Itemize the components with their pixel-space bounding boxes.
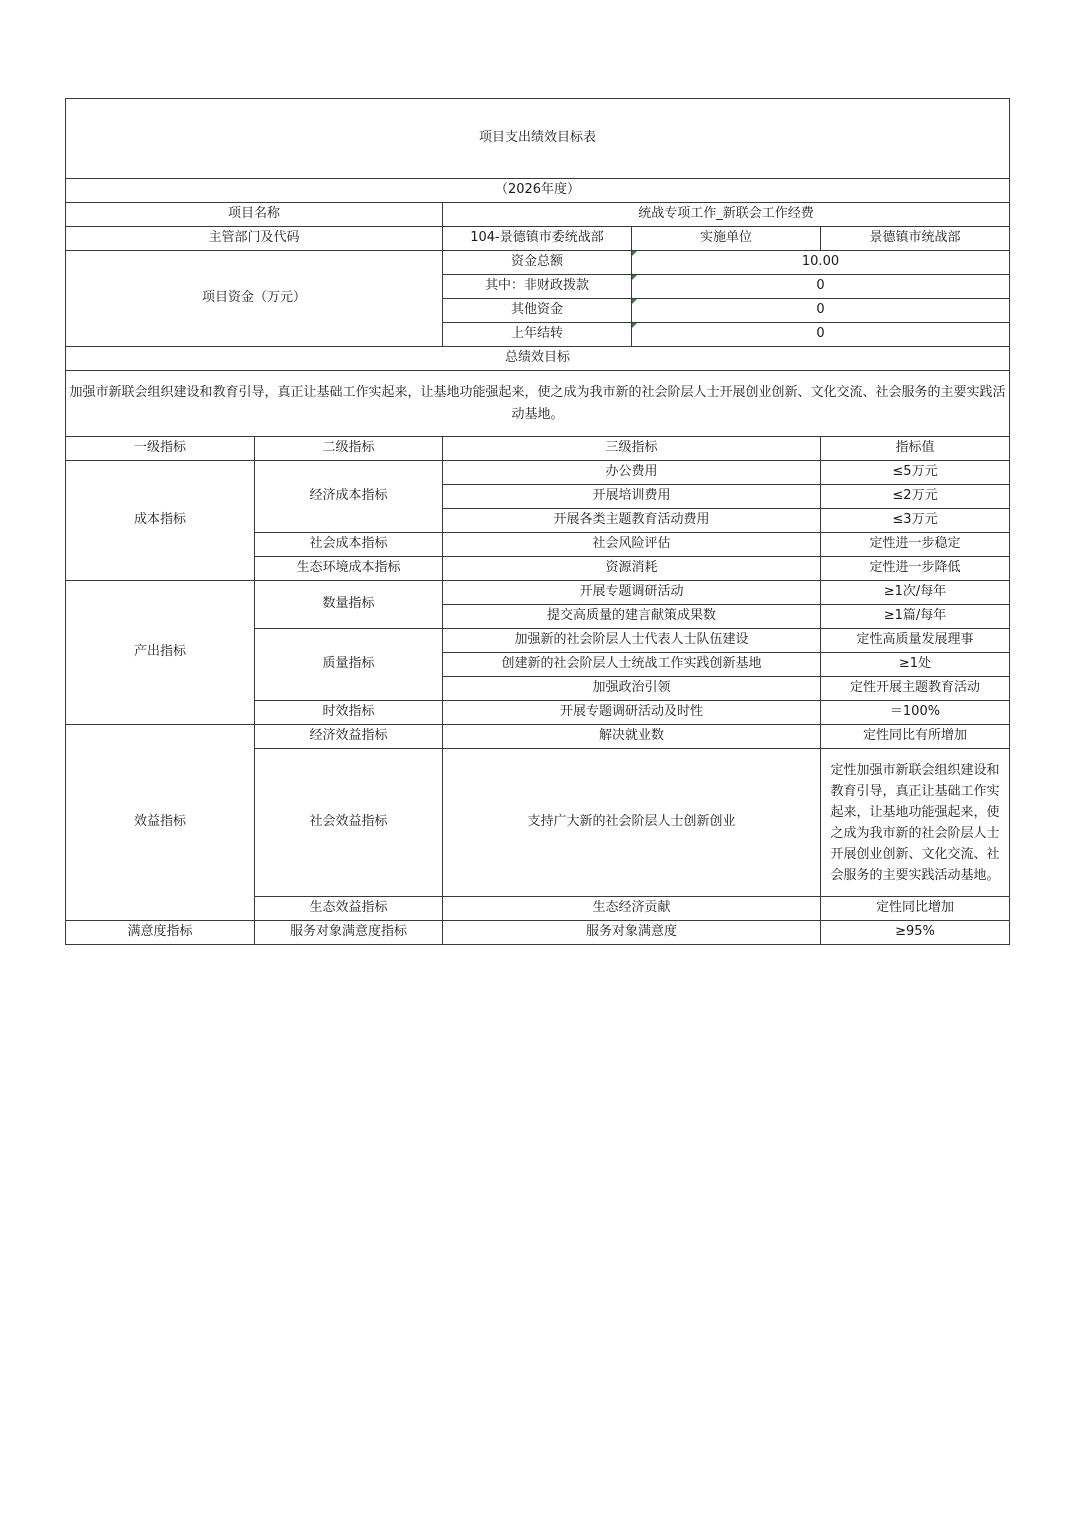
fund-row-value [632, 251, 1010, 275]
goal-text: 加强市新联会组织建设和教育引导，真正让基础工作实起来，让基地功能强起来，使之成为我市新的社会阶层人士开展创业创新、文化交流、社会服务的主要实践活动基地。 [66, 371, 1010, 437]
indicator-value: 定性加强市新联会组织建设和教育引导，真正让基础工作实起来，让基地功能强起来，使之成为我市新的社会阶层人士开展创业创新、文化交流、社会服务的主要实践活动基地。 [821, 749, 1010, 897]
level3-item: 解决就业数 [443, 725, 821, 749]
level3-item: 开展专题调研活动及时性 [443, 701, 821, 725]
level3-item: 支持广大新的社会阶层人士创新创业 [443, 749, 821, 897]
fund-row-label: 上年结转 [443, 323, 632, 347]
level1-benefit: 效益指标 [66, 725, 255, 921]
level2-economic-benefit: 经济效益指标 [255, 725, 443, 749]
fund-carryover-value: 0 [816, 326, 825, 342]
level2-eco-cost: 生态环境成本指标 [255, 557, 443, 581]
level2-quality: 质量指标 [255, 629, 443, 701]
level3-item: 创建新的社会阶层人士统战工作实践创新基地 [443, 653, 821, 677]
level3-item: 资源消耗 [443, 557, 821, 581]
level3-item: 办公费用 [443, 461, 821, 485]
impl-unit-value: 景德镇市统战部 [821, 227, 1010, 251]
fund-row-value [632, 275, 1010, 299]
indicator-value: 定性开展主题教育活动 [821, 677, 1010, 701]
header-value: 指标值 [821, 437, 1010, 461]
indicator-value: ≥1篇/每年 [821, 605, 1010, 629]
level2-eco-benefit: 生态效益指标 [255, 897, 443, 921]
fund-row-label: 资金总额 [443, 251, 632, 275]
indicator-value: 定性进一步降低 [821, 557, 1010, 581]
fund-row-value [632, 299, 1010, 323]
level3-item: 生态经济贡献 [443, 897, 821, 921]
indicator-value: 定性高质量发展理事 [821, 629, 1010, 653]
level3-item: 开展专题调研活动 [443, 581, 821, 605]
level1-satisfaction: 满意度指标 [66, 921, 255, 945]
indicator-value: 定性进一步稳定 [821, 533, 1010, 557]
fund-nonfiscal-value: 0 [816, 278, 825, 294]
fund-other-value: 0 [816, 302, 825, 318]
level2-economic-cost: 经济成本指标 [255, 461, 443, 533]
indicator-value: ≥1处 [821, 653, 1010, 677]
level2-quantity: 数量指标 [255, 581, 443, 629]
dept-value: 104-景德镇市委统战部 [443, 227, 632, 251]
cell-comment-marker [632, 323, 637, 328]
indicator-value: ≥1次/每年 [821, 581, 1010, 605]
indicator-value: ≤2万元 [821, 485, 1010, 509]
level2-social-cost: 社会成本指标 [255, 533, 443, 557]
table-title: 项目支出绩效目标表 [66, 99, 1010, 179]
fund-row-value [632, 323, 1010, 347]
fiscal-year: （2026年度） [66, 179, 1010, 203]
header-level1: 一级指标 [66, 437, 255, 461]
level3-item: 开展各类主题教育活动费用 [443, 509, 821, 533]
indicator-value: 定性同比有所增加 [821, 725, 1010, 749]
indicator-value: 定性同比增加 [821, 897, 1010, 921]
level3-item: 服务对象满意度 [443, 921, 821, 945]
cell-comment-marker [632, 251, 637, 256]
level1-output: 产出指标 [66, 581, 255, 725]
fund-row-label: 其他资金 [443, 299, 632, 323]
level3-item: 开展培训费用 [443, 485, 821, 509]
project-name-label: 项目名称 [66, 203, 443, 227]
fund-total-value: 10.00 [801, 254, 840, 270]
indicator-value: ≥95% [821, 921, 1010, 945]
header-level2: 二级指标 [255, 437, 443, 461]
level3-item: 加强新的社会阶层人士代表人士队伍建设 [443, 629, 821, 653]
performance-target-table [65, 98, 1010, 945]
cell-comment-marker [632, 299, 637, 304]
funds-label: 项目资金（万元） [66, 251, 443, 347]
header-level3: 三级指标 [443, 437, 821, 461]
level3-item: 提交高质量的建言献策成果数 [443, 605, 821, 629]
level2-timeliness: 时效指标 [255, 701, 443, 725]
indicator-value: ≤3万元 [821, 509, 1010, 533]
indicator-value: ＝100% [821, 701, 1010, 725]
cell-comment-marker [632, 275, 637, 280]
level3-item: 社会风险评估 [443, 533, 821, 557]
level1-cost: 成本指标 [66, 461, 255, 581]
fund-row-label: 其中：非财政拨款 [443, 275, 632, 299]
goal-label: 总绩效目标 [66, 347, 1010, 371]
project-name-value: 统战专项工作_新联会工作经费 [443, 203, 1010, 227]
level2-satisfaction: 服务对象满意度指标 [255, 921, 443, 945]
indicator-value: ≤5万元 [821, 461, 1010, 485]
level3-item: 加强政治引领 [443, 677, 821, 701]
level2-social-benefit: 社会效益指标 [255, 749, 443, 897]
impl-unit-label: 实施单位 [632, 227, 821, 251]
dept-label: 主管部门及代码 [66, 227, 443, 251]
